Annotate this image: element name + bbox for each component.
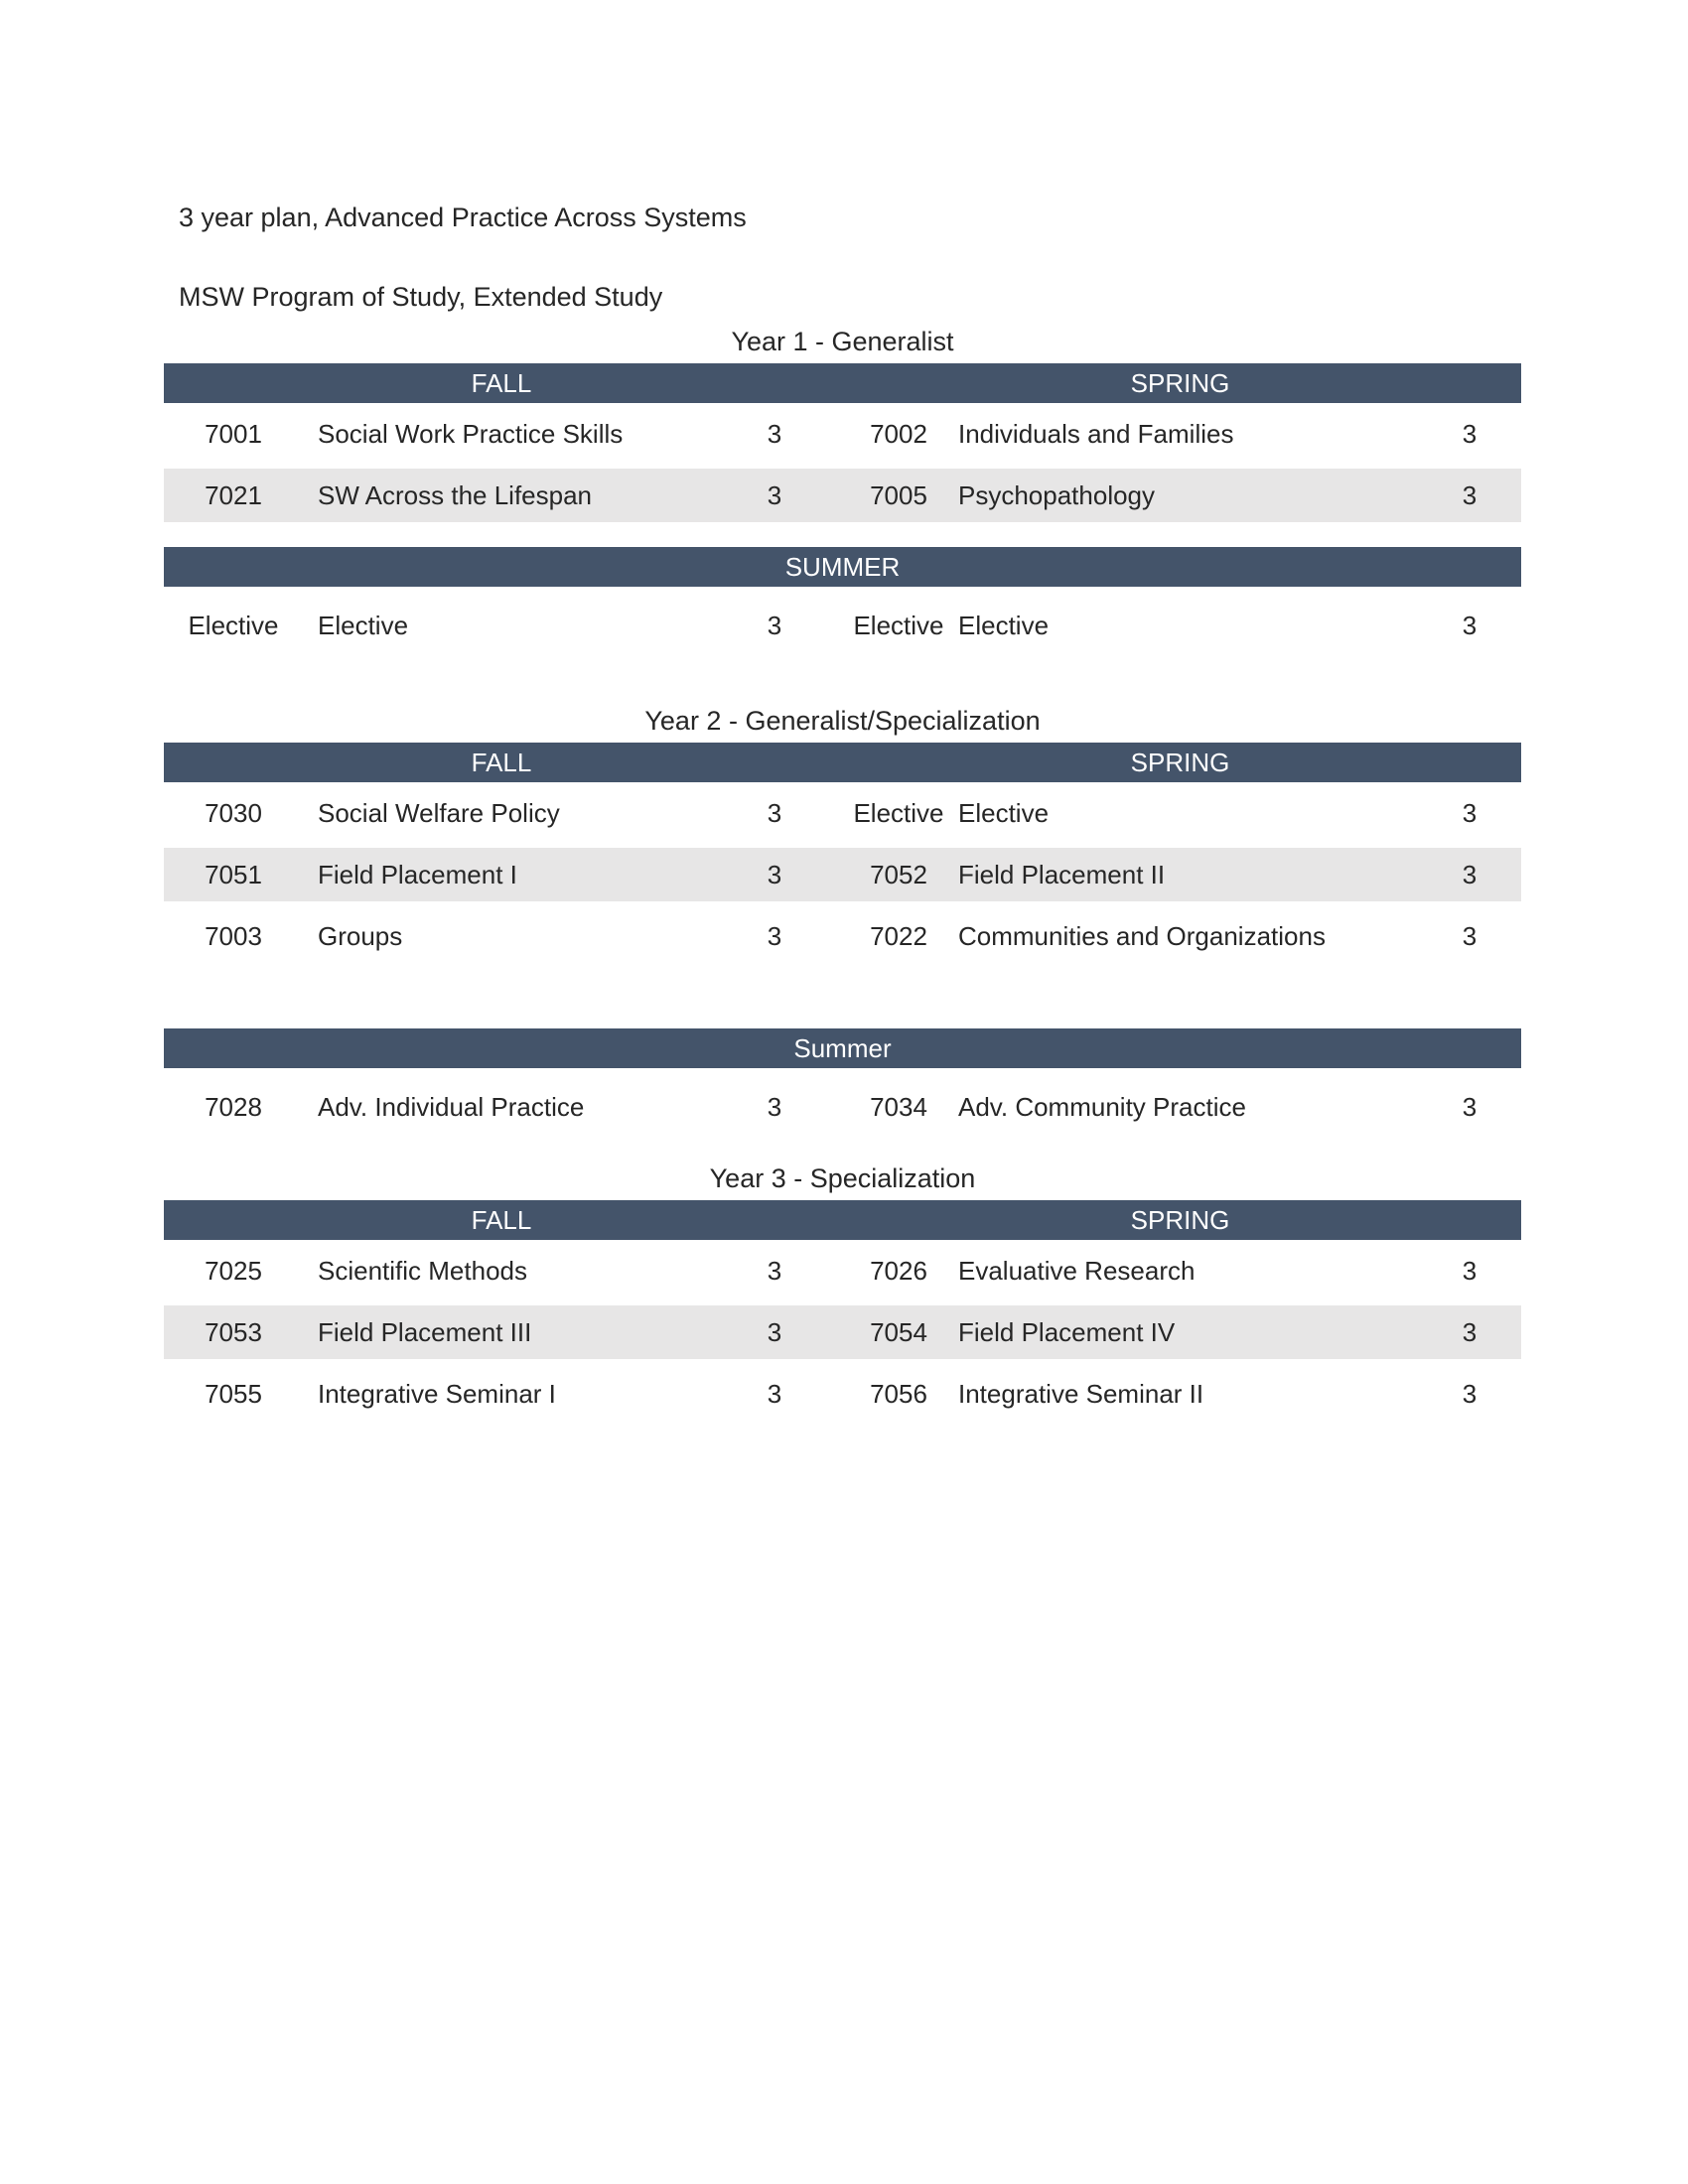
course-credits-fall: 3 [767, 797, 782, 828]
course-credits-spring: 3 [1462, 1316, 1477, 1347]
course-name-fall: Field Placement III [318, 1316, 532, 1347]
section-year3 [164, 1163, 1521, 1425]
course-number-spring: 7005 [870, 479, 927, 510]
section-summer1 [164, 547, 1521, 656]
course-credits-spring: 3 [1462, 479, 1477, 510]
term-label-summer: Summer [793, 1032, 892, 1063]
course-number-spring: 7034 [870, 1091, 927, 1122]
term-header-bar [164, 363, 1521, 403]
course-number-fall: 7030 [205, 797, 262, 828]
term-label-fall: FALL [471, 1204, 532, 1235]
course-credits-fall: 3 [767, 920, 782, 951]
course-name-spring: Communities and Organizations [958, 920, 1326, 951]
course-number-fall: Elective [188, 610, 279, 640]
course-name-fall: Elective [318, 610, 409, 640]
course-name-spring: Evaluative Research [958, 1255, 1196, 1286]
term-header-bar [164, 1028, 1521, 1068]
course-row [164, 905, 1521, 967]
course-name-fall: Groups [318, 920, 403, 951]
course-name-fall: Social Welfare Policy [318, 797, 560, 828]
section-year2 [164, 706, 1521, 967]
course-name-fall: Social Work Practice Skills [318, 418, 624, 449]
course-number-spring: 7052 [870, 859, 927, 889]
course-row [164, 1076, 1521, 1138]
section-year1 [164, 327, 1521, 526]
course-number-spring: 7054 [870, 1316, 927, 1347]
course-credits-fall: 3 [767, 479, 782, 510]
course-row [164, 465, 1521, 526]
course-number-fall: 7003 [205, 920, 262, 951]
course-number-fall: 7001 [205, 418, 262, 449]
course-row [164, 595, 1521, 656]
course-number-fall: 7051 [205, 859, 262, 889]
term-label-spring: SPRING [1130, 747, 1230, 777]
term-label-fall: FALL [471, 367, 532, 398]
term-label-summer: SUMMER [784, 551, 901, 582]
course-rows [164, 403, 1521, 526]
course-rows [164, 1076, 1521, 1138]
course-number-fall: 7028 [205, 1091, 262, 1122]
program-subtitle: MSW Program of Study, Extended Study [179, 282, 663, 312]
course-number-spring: 7022 [870, 920, 927, 951]
course-row [164, 1240, 1521, 1301]
course-credits-spring: 3 [1462, 1091, 1477, 1122]
course-credits-fall: 3 [767, 1255, 782, 1286]
course-credits-fall: 3 [767, 1316, 782, 1347]
course-name-spring: Elective [958, 797, 1050, 828]
course-number-spring: 7056 [870, 1378, 927, 1409]
course-name-spring: Field Placement II [958, 859, 1166, 889]
course-credits-fall: 3 [767, 610, 782, 640]
course-name-spring: Field Placement IV [958, 1316, 1176, 1347]
course-credits-fall: 3 [767, 418, 782, 449]
course-name-spring: Psychopathology [958, 479, 1156, 510]
course-row [164, 1301, 1521, 1363]
section-caption: Year 1 - Generalist [731, 327, 954, 356]
term-header-bar [164, 743, 1521, 782]
course-number-spring: Elective [853, 610, 944, 640]
section-caption: Year 2 - Generalist/Specialization [644, 706, 1041, 736]
course-credits-spring: 3 [1462, 610, 1477, 640]
course-rows [164, 595, 1521, 656]
course-credits-fall: 3 [767, 1091, 782, 1122]
term-header-bar [164, 547, 1521, 587]
course-number-fall: 7055 [205, 1378, 262, 1409]
course-name-fall: Scientific Methods [318, 1255, 527, 1286]
course-rows [164, 782, 1521, 967]
section-summer2 [164, 1028, 1521, 1138]
course-name-spring: Elective [958, 610, 1050, 640]
section-caption: Year 3 - Specialization [709, 1163, 976, 1193]
plan-title: 3 year plan, Advanced Practice Across Systems [179, 203, 747, 232]
course-name-fall: Field Placement I [318, 859, 517, 889]
course-number-fall: 7021 [205, 479, 262, 510]
course-rows [164, 1240, 1521, 1425]
course-credits-fall: 3 [767, 1378, 782, 1409]
term-label-spring: SPRING [1130, 1204, 1230, 1235]
course-number-fall: 7025 [205, 1255, 262, 1286]
course-credits-spring: 3 [1462, 1255, 1477, 1286]
course-name-spring: Individuals and Families [958, 418, 1234, 449]
course-name-fall: Integrative Seminar I [318, 1378, 556, 1409]
course-row [164, 1363, 1521, 1425]
term-header-bar [164, 1200, 1521, 1240]
course-name-fall: SW Across the Lifespan [318, 479, 593, 510]
term-label-spring: SPRING [1130, 367, 1230, 398]
course-name-spring: Integrative Seminar II [958, 1378, 1204, 1409]
course-number-spring: 7026 [870, 1255, 927, 1286]
course-number-fall: 7053 [205, 1316, 262, 1347]
course-row [164, 403, 1521, 465]
course-credits-spring: 3 [1462, 418, 1477, 449]
course-number-spring: 7002 [870, 418, 927, 449]
course-name-spring: Adv. Community Practice [958, 1091, 1246, 1122]
course-number-spring: Elective [853, 797, 944, 828]
course-credits-spring: 3 [1462, 797, 1477, 828]
term-label-fall: FALL [471, 747, 532, 777]
document-page [164, 0, 1521, 1425]
course-name-fall: Adv. Individual Practice [318, 1091, 585, 1122]
course-credits-fall: 3 [767, 859, 782, 889]
course-credits-spring: 3 [1462, 1378, 1477, 1409]
course-credits-spring: 3 [1462, 920, 1477, 951]
course-row [164, 782, 1521, 844]
course-credits-spring: 3 [1462, 859, 1477, 889]
course-row [164, 844, 1521, 905]
